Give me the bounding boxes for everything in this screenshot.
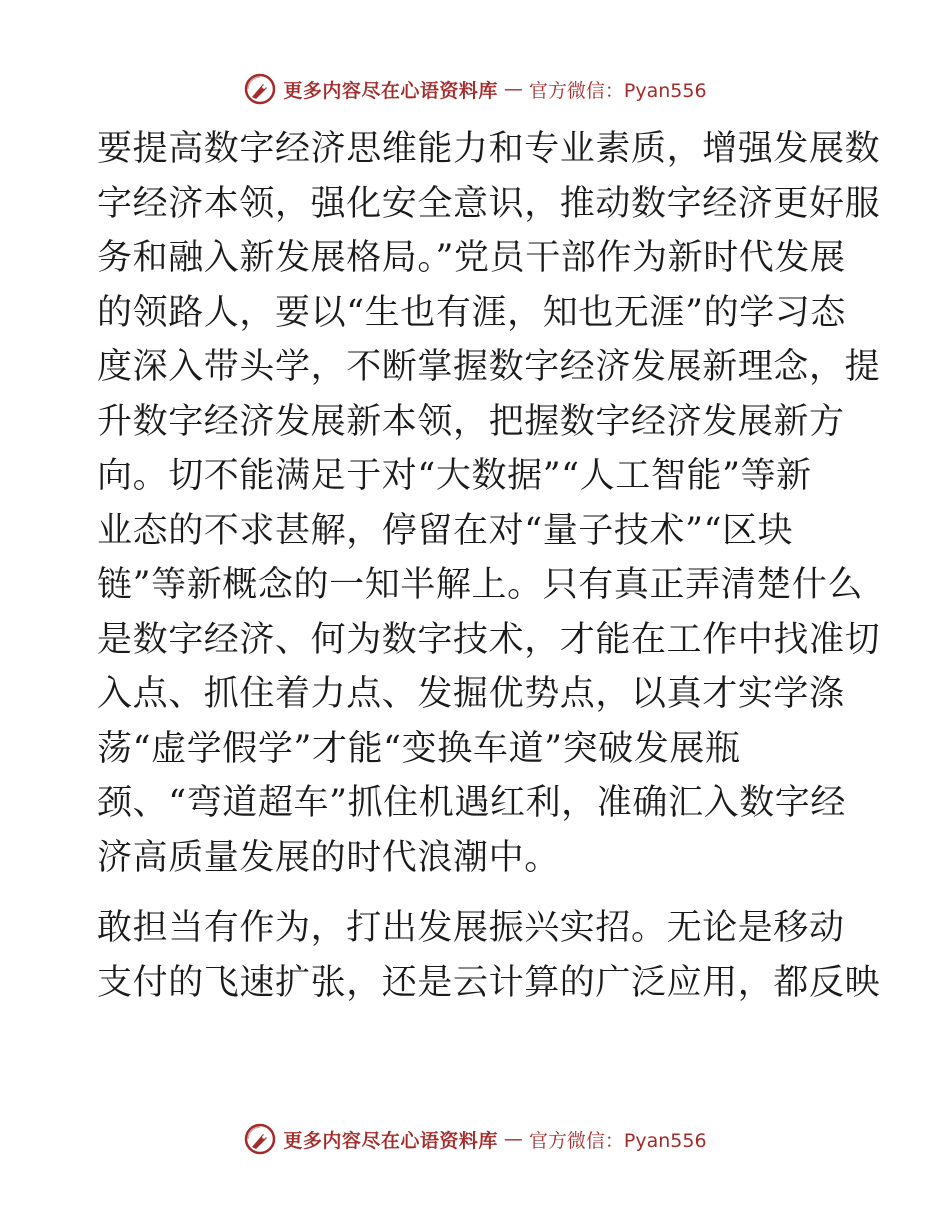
text-line: 入点、抓住着力点、发掘优势点，以真才实学涤 bbox=[97, 674, 845, 714]
watermark-contact-text: 官方微信：Pyan556 bbox=[528, 79, 707, 102]
text-line: 的领路人，要以“生也有涯，知也无涯”的学习态 bbox=[97, 292, 846, 333]
text-line: 务和融入新发展格局。”党员干部作为新时代发展 bbox=[97, 238, 846, 278]
document-body bbox=[97, 122, 881, 1010]
text-line: 向。切不能满足于对“大数据”“人工智能”等新 bbox=[97, 456, 812, 496]
header-watermark bbox=[0, 72, 950, 106]
text-line: 支付的飞速扩张，还是云计算的广泛应用，都反映 bbox=[97, 962, 881, 1003]
footer-watermark bbox=[0, 1122, 950, 1156]
text-line: 字经济本领，强化安全意识，推动数字经济更好服 bbox=[97, 183, 881, 224]
text-line: 要提高数字经济思维能力和专业素质，增强发展数 bbox=[97, 129, 881, 169]
text-line: 是数字经济、何为数字技术，才能在工作中找准切 bbox=[97, 619, 881, 660]
paragraph-spacer bbox=[97, 885, 857, 901]
watermark-brand-text: 更多内容尽在心语资料库 bbox=[283, 1129, 498, 1152]
paragraph-1 bbox=[97, 122, 881, 885]
watermark-separator: — bbox=[503, 1128, 523, 1150]
pen-nib-logo-icon bbox=[243, 72, 277, 106]
text-line: 颈、“弯道超车”抓住机遇红利，准确汇入数字经 bbox=[97, 783, 846, 823]
text-line: 链”等新概念的一知半解上。只有真正弄清楚什么 bbox=[97, 565, 864, 605]
watermark-contact-text: 官方微信：Pyan556 bbox=[528, 1129, 707, 1152]
text-line: 业态的不求甚解，停留在对“量子技术”“区块 bbox=[97, 510, 794, 551]
paragraph-2 bbox=[97, 901, 881, 1010]
text-line: 济高质量发展的时代浪潮中。 bbox=[97, 837, 560, 878]
watermark-separator: — bbox=[503, 78, 523, 100]
text-line: 荡“虚学假学”才能“变换车道”突破发展瓶 bbox=[97, 728, 741, 769]
text-line: 升数字经济发展新本领，把握数字经济发展新方 bbox=[97, 401, 845, 442]
text-line: 敢担当有作为，打出发展振兴实招。无论是移动 bbox=[97, 908, 845, 948]
watermark-brand-text: 更多内容尽在心语资料库 bbox=[283, 79, 498, 102]
pen-nib-logo-icon bbox=[243, 1122, 277, 1156]
text-line: 度深入带头学，不断掌握数字经济发展新理念，提 bbox=[97, 347, 881, 387]
